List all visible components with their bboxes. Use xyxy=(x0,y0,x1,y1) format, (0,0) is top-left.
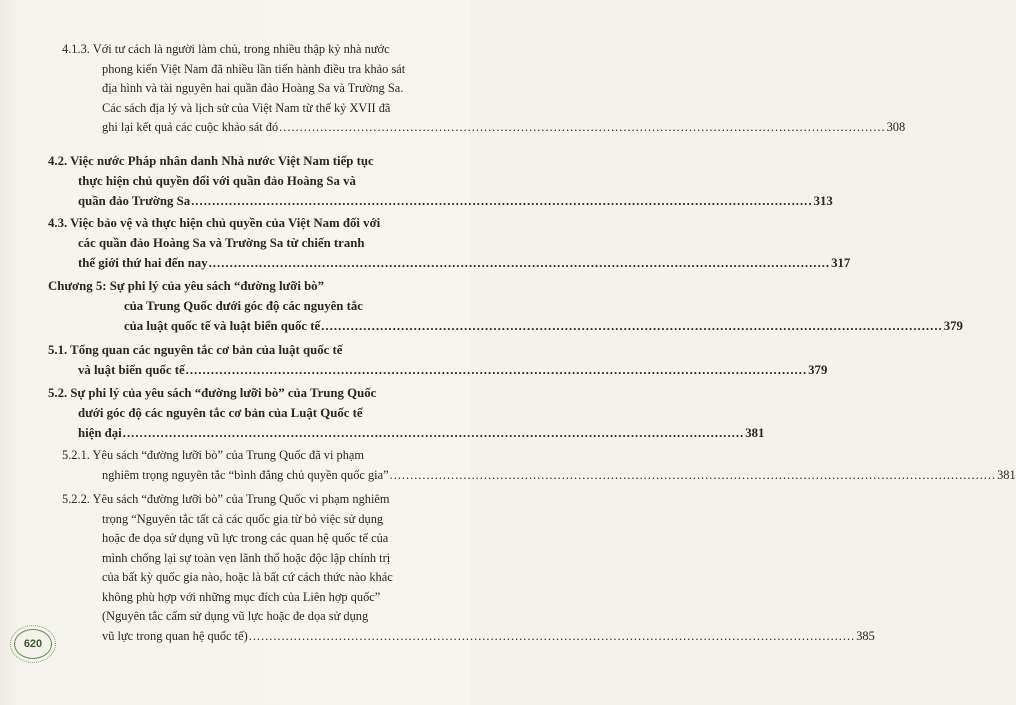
toc-chapter-5[interactable] xyxy=(48,276,963,336)
page-footer xyxy=(10,625,56,663)
toc-text: hoặc đe dọa sử dụng vũ lực trong các quan hệ quốc tế của xyxy=(102,531,389,545)
toc-text: 4.1.3. Với tư cách là người làm chủ, trong nhiều thập kỷ nhà nước xyxy=(62,42,390,56)
toc-entry-5-2-2[interactable] xyxy=(62,490,875,646)
leader-dots xyxy=(191,194,812,208)
leader-dots xyxy=(209,256,830,270)
leader-dots xyxy=(390,468,996,482)
toc-page-number: 385 xyxy=(856,628,875,643)
toc-text: trọng “Nguyên tắc tất cả các quốc gia từ bỏ việc sử dụng xyxy=(102,511,384,526)
toc-entry-5-2[interactable] xyxy=(48,383,765,443)
page-number: 620 xyxy=(14,629,52,659)
toc-text: của luật quốc tế và luật biển quốc tế xyxy=(124,319,321,333)
toc-text: các quần đảo Hoàng Sa và Trường Sa từ chiến tranh xyxy=(78,236,365,250)
toc-text: Các sách địa lý và lịch sử của Việt Nam từ thế kỷ XVII đã xyxy=(102,100,391,115)
toc-entry-5-1[interactable] xyxy=(48,340,828,380)
page-number-ornament xyxy=(10,625,56,663)
toc-text: thế giới thứ hai đến nay xyxy=(78,256,208,270)
toc-entry-4-2[interactable] xyxy=(48,151,833,211)
toc-text: 5.2. Sự phi lý của yêu sách “đường lưỡi bò” của Trung Quốc xyxy=(48,386,377,400)
toc-text: hiện đại xyxy=(78,426,122,440)
toc-page-number: 317 xyxy=(831,256,851,270)
toc-page-number: 308 xyxy=(886,120,906,134)
toc-text: phong kiến Việt Nam đã nhiều lần tiến hành điều tra khảo sát xyxy=(102,61,406,76)
leader-dots xyxy=(279,120,885,134)
toc-page-number: 379 xyxy=(943,319,963,333)
toc-text: quần đảo Trường Sa xyxy=(78,194,191,208)
toc-text: 4.3. Việc bảo vệ và thực hiện chủ quyền của Việt Nam đối với xyxy=(48,216,381,230)
toc-text: (Nguyên tắc cấm sử dụng vũ lực hoặc đe dọa sử dụng xyxy=(102,609,369,623)
toc-entry-4-1-3[interactable] xyxy=(62,40,906,138)
toc-text: mình chống lại sự toàn vẹn lãnh thổ hoặc độc lập chính trị xyxy=(102,550,391,565)
toc-text: của bất kỳ quốc gia nào, hoặc là bất cứ cách thức nào khác xyxy=(102,570,393,584)
leader-dots xyxy=(249,629,855,643)
toc-text: địa hình và tài nguyên hai quần đảo Hoàng Sa và Trường Sa. xyxy=(102,81,404,95)
toc-text: không phù hợp với những mục đích của Liên hợp quốc” xyxy=(102,589,381,604)
leader-dots xyxy=(186,363,807,377)
toc-text: 5.2.2. Yêu sách “đường lưỡi bò” của Trung Quốc vi phạm nghiêm xyxy=(62,492,390,506)
toc-page-number: 379 xyxy=(808,363,828,377)
toc-text: thực hiện chủ quyền đối với quần đảo Hoàng Sa và xyxy=(78,174,356,188)
toc-text: vũ lực trong quan hệ quốc tế) xyxy=(102,628,248,643)
toc-text: Chương 5: Sự phi lý của yêu sách “đường lưỡi bò” xyxy=(48,279,324,293)
leader-dots xyxy=(321,319,942,333)
toc-page-number: 381 xyxy=(745,426,765,440)
toc-text: và luật biển quốc tế xyxy=(78,363,185,377)
toc-text: dưới góc độ các nguyên tắc cơ bản của Luật Quốc tế xyxy=(78,406,363,420)
toc-entry-4-3[interactable] xyxy=(48,213,851,273)
toc-text: ghi lại kết quả các cuộc khảo sát đó xyxy=(102,120,279,134)
toc-page-number: 381 xyxy=(997,467,1016,482)
toc-page-number: 313 xyxy=(813,194,833,208)
toc-text: 5.2.1. Yêu sách “đường lưỡi bò” của Trung Quốc đã vi phạm xyxy=(62,448,365,462)
toc-text: 5.1. Tổng quan các nguyên tắc cơ bản của luật quốc tế xyxy=(48,343,343,357)
toc-text: nghiêm trọng nguyên tắc “bình đẳng chủ quyền quốc gia” xyxy=(102,467,389,482)
toc-text: của Trung Quốc dưới góc độ các nguyên tắc xyxy=(124,299,363,313)
toc-entry-5-2-1[interactable] xyxy=(62,446,1016,485)
leader-dots xyxy=(123,426,744,440)
toc-text: 4.2. Việc nước Pháp nhân danh Nhà nước Việt Nam tiếp tục xyxy=(48,154,374,168)
